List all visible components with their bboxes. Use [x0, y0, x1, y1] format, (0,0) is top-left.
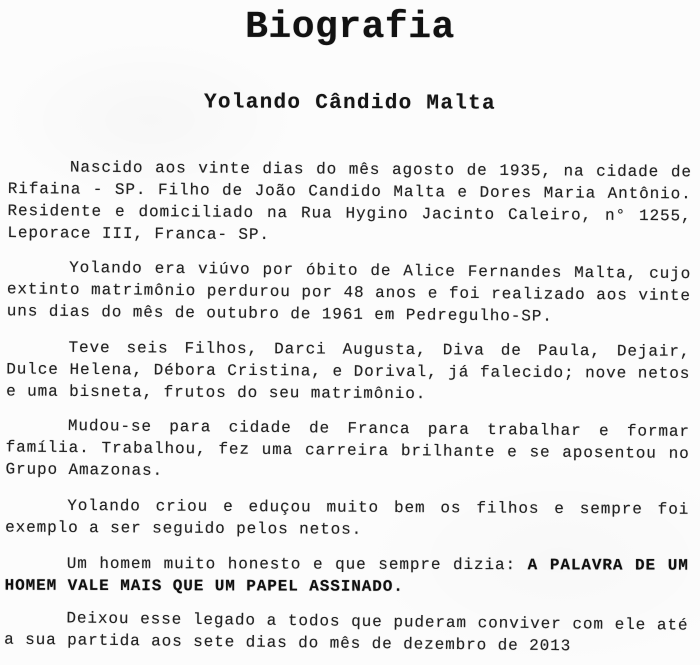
- motto-lead-text: Um homem muito honesto e que sempre dizia:: [66, 554, 528, 575]
- paragraph-legacy: Deixou esse legado a todos que puderam conviver com ele até a sua partida aos sete dias do mês de dezembro de 2013: [4, 609, 689, 656]
- paragraph-children: Teve seis Filhos, Darci Augusta, Diva de Paula, Dejair, Dulce Helena, Débora Cristina, e Dorival, já falecido; nove netos e uma bisneta, frutos do seu matrimônio.: [6, 338, 691, 404]
- document-title: Biografia: [245, 5, 455, 50]
- paragraph-motto: [5, 553, 689, 599]
- motto-quote: A PALAVRA DE UM HOMEM VALE MAIS QUE UM PAPEL ASSINADO.: [4, 556, 689, 596]
- paragraph-career: Mudou-se para cidade de Franca para trabalhar e formar família. Trabalhou, fez uma carreira brilhante e se aposentou no Grupo Amazonas.: [5, 416, 690, 480]
- paragraph-marriage: Yolando era viúvo por óbito de Alice Fernandes Malta, cujo extinto matrimônio perdurou por 48 anos e foi realizado aos vinte uns dias do mês de outubro de 1961 em Pedregulho-SP.: [6, 258, 692, 326]
- paragraph-education: Yolando criou e eduçou muito bem os filhos e sempre foi exemplo a ser seguido pelos netos.: [5, 496, 690, 539]
- document-subtitle: Yolando Cândido Malta: [203, 91, 497, 116]
- document-body: [4, 156, 692, 657]
- paragraph-birth: Nascido aos vinte dias do mês agosto de 1935, na cidade de Rifaina - SP. Filho de João Candido Malta e Dores Maria Antônio. Residente e domiciliado na Rua Hygino Jacinto Caleiro, n° 1255, Leporace III, Franca- SP.: [7, 158, 692, 245]
